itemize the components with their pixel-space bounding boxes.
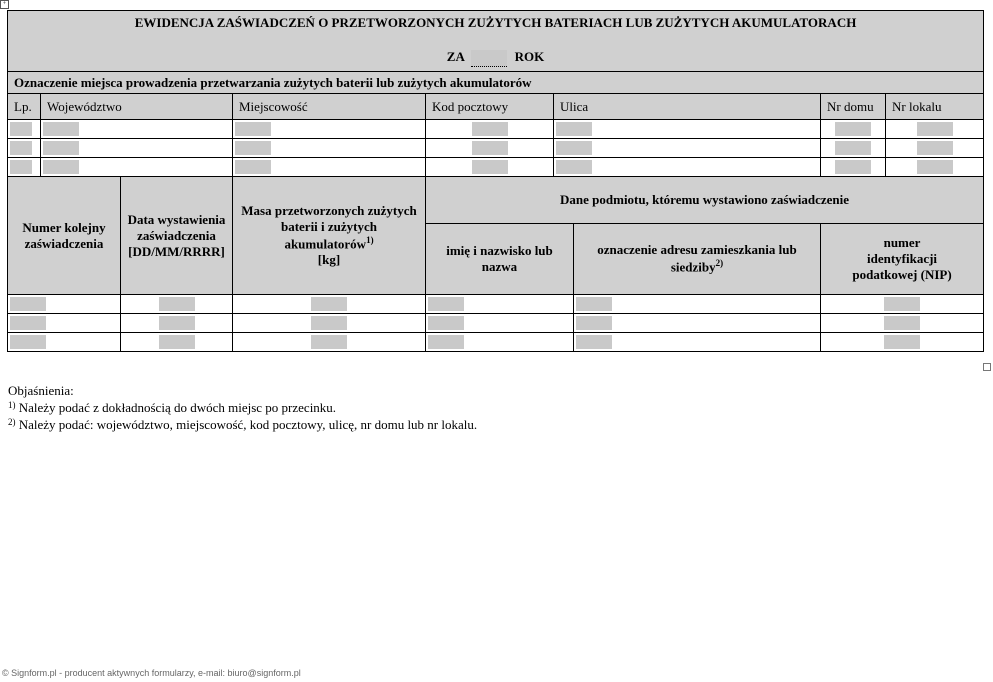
wojewodztwo-input[interactable] <box>43 160 79 174</box>
certificate-row <box>8 333 984 352</box>
nr-domu-input[interactable] <box>835 160 871 174</box>
title-row <box>8 11 984 72</box>
masa-input[interactable] <box>311 316 347 330</box>
col-wojewodztwo: Województwo <box>41 94 233 120</box>
za-label: ZA <box>446 49 465 65</box>
data-input[interactable] <box>159 316 195 330</box>
note-2-text: Należy podać: województwo, miejscowość, kod pocztowy, ulicę, nr domu lub nr lokalu. <box>18 417 478 432</box>
col-masa-unit: [kg] <box>317 252 341 268</box>
location-row <box>8 158 984 177</box>
certificate-row <box>8 295 984 314</box>
kod-pocztowy-input[interactable] <box>472 122 508 136</box>
nr-domu-input[interactable] <box>835 122 871 136</box>
col-adres-label: oznaczenie adresu zamieszkania lub siedziby <box>597 242 797 275</box>
kod-pocztowy-input[interactable] <box>472 160 508 174</box>
footer-credit: © Signform.pl - producent aktywnych formularzy, e-mail: biuro@signform.pl <box>2 668 301 678</box>
nr-lokalu-input[interactable] <box>917 122 953 136</box>
nip-input[interactable] <box>884 335 920 349</box>
col-adres <box>574 224 821 295</box>
notes-heading: Objaśnienia: <box>8 383 74 398</box>
lp-input[interactable] <box>10 160 32 174</box>
imie-input[interactable] <box>428 316 464 330</box>
nip-input[interactable] <box>884 316 920 330</box>
note-2-marker: 2) <box>8 417 16 427</box>
imie-input[interactable] <box>428 335 464 349</box>
col-masa <box>233 177 426 295</box>
col-nr-domu: Nr domu <box>821 94 886 120</box>
kod-pocztowy-input[interactable] <box>472 141 508 155</box>
col-miejscowosc: Miejscowość <box>233 94 426 120</box>
adres-input[interactable] <box>576 335 612 349</box>
wojewodztwo-input[interactable] <box>43 122 79 136</box>
location-header-row <box>8 94 984 120</box>
col-data-label: Data wystawienia zaświadczenia [DD/MM/RRRR] <box>127 211 226 259</box>
data-input[interactable] <box>159 335 195 349</box>
col-ulica: Ulica <box>554 94 821 120</box>
form-table <box>7 10 984 352</box>
table-move-handle[interactable]: + <box>0 0 9 9</box>
note-1-text: Należy podać z dokładnością do dwóch miejsc po przecinku. <box>18 400 337 415</box>
col-imie: imię i nazwisko lub nazwa <box>426 224 574 295</box>
ulica-input[interactable] <box>556 160 592 174</box>
miejscowosc-input[interactable] <box>235 160 271 174</box>
year-input[interactable] <box>471 50 507 67</box>
ulica-input[interactable] <box>556 141 592 155</box>
table-resize-handle[interactable] <box>983 363 991 371</box>
note-1-marker: 1) <box>8 400 16 410</box>
nr-lokalu-input[interactable] <box>917 141 953 155</box>
nip-input[interactable] <box>884 297 920 311</box>
miejscowosc-input[interactable] <box>235 141 271 155</box>
col-masa-label: Masa przetworzonych zużytych baterii i zużytych akumulatorów <box>241 202 417 252</box>
masa-input[interactable] <box>311 297 347 311</box>
numer-input[interactable] <box>10 297 46 311</box>
location-row <box>8 120 984 139</box>
lp-input[interactable] <box>10 122 32 136</box>
notes <box>8 382 477 433</box>
wojewodztwo-input[interactable] <box>43 141 79 155</box>
numer-input[interactable] <box>10 316 46 330</box>
form-title: EWIDENCJA ZAŚWIADCZEŃ O PRZETWORZONYCH ZUŻYTYCH BATERIACH LUB ZUŻYTYCH AKUMULATORACH <box>134 15 857 31</box>
year-line <box>8 49 983 67</box>
miejscowosc-input[interactable] <box>235 122 271 136</box>
nr-lokalu-input[interactable] <box>917 160 953 174</box>
lp-input[interactable] <box>10 141 32 155</box>
col-nip: numer identyfikacji podatkowej (NIP) <box>821 224 984 295</box>
group-header: Dane podmiotu, któremu wystawiono zaświadczenie <box>426 177 984 224</box>
data-input[interactable] <box>159 297 195 311</box>
nr-domu-input[interactable] <box>835 141 871 155</box>
col-kod-pocztowy: Kod pocztowy <box>426 94 554 120</box>
col-numer: Numer kolejny zaświadczenia <box>8 177 121 295</box>
location-heading: Oznaczenie miejsca prowadzenia przetwarzania zużytych baterii lub zużytych akumulatorów <box>8 72 984 94</box>
note-1 <box>8 399 477 416</box>
col-lp: Lp. <box>8 94 41 120</box>
location-heading-row <box>8 72 984 94</box>
col-nr-lokalu: Nr lokalu <box>886 94 984 120</box>
note-2 <box>8 416 477 433</box>
masa-input[interactable] <box>311 335 347 349</box>
ulica-input[interactable] <box>556 122 592 136</box>
certificate-row <box>8 314 984 333</box>
rok-label: ROK <box>514 49 545 65</box>
certificates-header-row <box>8 177 984 224</box>
numer-input[interactable] <box>10 335 46 349</box>
location-row <box>8 139 984 158</box>
adres-input[interactable] <box>576 297 612 311</box>
col-masa-footnote: 1) <box>366 234 374 245</box>
col-data <box>121 177 233 295</box>
adres-input[interactable] <box>576 316 612 330</box>
col-adres-footnote: 2) <box>715 258 724 269</box>
imie-input[interactable] <box>428 297 464 311</box>
